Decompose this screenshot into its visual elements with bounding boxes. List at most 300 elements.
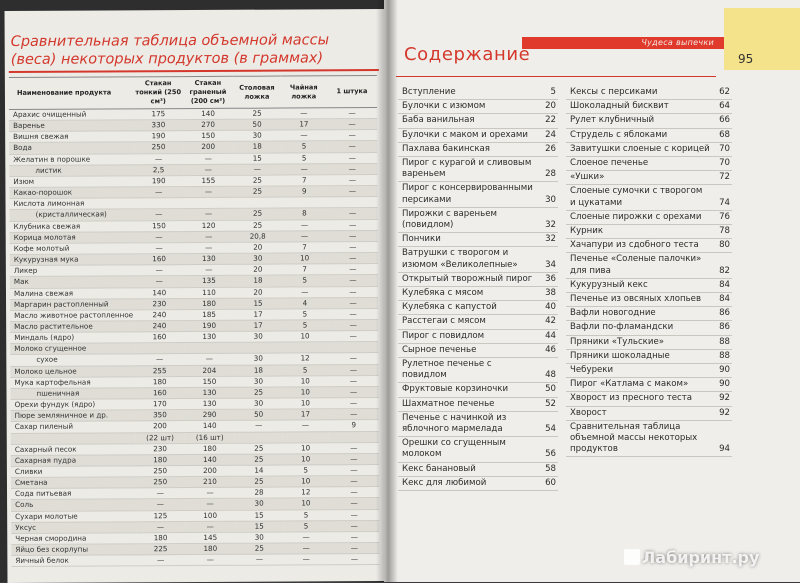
value-cell: 150 [184, 376, 235, 387]
contents-title: Содержание [404, 44, 531, 65]
value-cell: 5 [281, 141, 328, 152]
value-cell: 25 [236, 543, 283, 554]
value-cell: 25 [233, 108, 280, 119]
value-cell: — [136, 555, 185, 566]
value-cell: 155 [183, 175, 234, 186]
toc-entry-page: 52 [545, 398, 556, 409]
toc-entry [398, 412, 558, 437]
value-cell: 10 [282, 331, 329, 342]
toc-entry-label: Сырное печенье [402, 344, 477, 355]
value-cell: (22 шт) [136, 432, 185, 443]
toc-entry-page: 48 [545, 370, 556, 381]
value-cell: 20 [234, 242, 281, 253]
value-cell: — [329, 442, 379, 453]
value-cell: — [328, 364, 378, 375]
value-cell: 18 [234, 142, 281, 153]
product-name-cell: пшеничная [10, 388, 135, 400]
product-name-cell: сухое [10, 354, 135, 366]
value-cell: 4 [282, 297, 329, 308]
value-cell: — [328, 275, 378, 286]
value-cell: 190 [184, 320, 235, 331]
toc-entry-page: 44 [545, 330, 556, 341]
value-cell: — [328, 331, 378, 342]
value-cell: 15 [236, 510, 283, 521]
value-cell: 230 [136, 443, 185, 454]
value-cell: — [281, 231, 328, 242]
value-cell: 25 [235, 454, 282, 465]
toc-entry [566, 86, 732, 100]
toc-entry-page: 38 [545, 288, 556, 299]
value-cell: — [328, 286, 378, 297]
table-row [11, 554, 379, 567]
toc-entry-page: 50 [545, 384, 556, 395]
product-name-cell: Малина свежая [10, 287, 135, 299]
toc-entry [398, 157, 558, 182]
value-cell: (16 шт) [184, 432, 235, 443]
toc-entry-page: 66 [719, 115, 730, 126]
toc-entry [566, 157, 732, 171]
product-name-cell: Мак [10, 276, 135, 288]
value-cell: 150 [183, 131, 234, 142]
value-cell: 140 [135, 287, 184, 298]
watermark: Лабиринт.ру [642, 548, 760, 567]
value-cell: 10 [282, 376, 329, 387]
value-cell: 15 [236, 521, 283, 532]
section-banner [522, 37, 724, 49]
value-cell: — [283, 543, 330, 554]
col-header-faceted-glass: Стакан граненый (200 см³) [182, 76, 233, 108]
product-name-cell: Арахис очищенный [9, 109, 134, 121]
toc-entry-page: 84 [719, 294, 730, 305]
product-name-cell: Сливки [11, 466, 136, 478]
product-name-cell: Молоко цельное [10, 365, 135, 377]
value-cell: 190 [134, 131, 183, 142]
toc-entry [566, 143, 732, 157]
value-cell: — [134, 153, 183, 164]
toc-entry-page: 28 [545, 169, 556, 180]
toc-entry [566, 279, 732, 293]
product-name-cell: Сметана [11, 477, 136, 489]
toc-entry-page: 88 [719, 350, 730, 361]
toc-entry-page: 26 [545, 143, 556, 154]
col-header-thin-glass: Стакан тонкий (250 см³) [134, 77, 183, 109]
toc-entry [566, 293, 732, 307]
value-cell: 130 [184, 398, 235, 409]
toc-entry-page: 30 [545, 194, 556, 205]
toc-entry [566, 185, 732, 210]
value-cell: 20 [234, 264, 281, 275]
value-cell: 120 [183, 220, 234, 231]
value-cell: — [328, 230, 378, 241]
product-name-cell: Сахарный песок [11, 444, 136, 456]
value-cell: 270 [183, 119, 234, 130]
toc-entry [398, 273, 558, 287]
right-page [384, 0, 800, 582]
col-header-teaspoon: Чайная ложка [280, 76, 327, 108]
value-cell: 25 [234, 208, 281, 219]
toc-entry-label: Кулебяка с мясом [402, 288, 484, 299]
toc-entry-page: 58 [545, 463, 556, 474]
value-cell: — [327, 174, 377, 185]
toc-entry-label: Кекс банановый [402, 463, 476, 474]
toc-entry-page: 40 [545, 302, 556, 313]
value-cell: 14 [235, 465, 282, 476]
toc-entry-label: Пирожки с вареньем (повидлом) [402, 208, 497, 231]
value-cell: 30 [235, 353, 282, 364]
value-cell: 180 [184, 443, 235, 454]
toc-entry-label: Расстегаи с мясом [402, 316, 486, 327]
toc-entry-label: Печенье «Соленые палочки» для пива [570, 254, 702, 276]
toc-entry [566, 421, 732, 458]
toc-entry [566, 336, 732, 350]
left-page [5, 9, 388, 583]
product-name-cell [11, 432, 136, 444]
value-cell: — [282, 286, 329, 297]
value-cell: 10 [282, 442, 329, 453]
toc-entry-page: 46 [545, 344, 556, 355]
toc-entry-page: 94 [719, 444, 730, 455]
toc-entry-label: Пончики [402, 234, 441, 245]
value-cell: 180 [136, 454, 185, 465]
value-cell: 250 [134, 142, 183, 153]
value-cell: — [329, 465, 379, 476]
value-cell: — [281, 108, 328, 119]
toc-entry [398, 182, 558, 207]
toc-entry-label: Печенье с начинкой из яблочного мармелада [402, 412, 507, 435]
value-cell: 30 [235, 398, 282, 409]
value-cell [282, 431, 329, 442]
value-cell: — [329, 409, 379, 420]
value-cell: 160 [136, 387, 185, 398]
value-cell: — [183, 186, 234, 197]
value-cell: — [329, 476, 379, 487]
value-cell: — [235, 420, 282, 431]
value-cell: 240 [135, 309, 184, 320]
toc-entry-label: Вафли по-фламандски [570, 322, 674, 333]
toc-entry [398, 398, 558, 412]
toc-entry-page: 64 [719, 101, 730, 112]
toc-entry-label: Шоколадный бисквит [570, 101, 669, 112]
value-cell: 18 [235, 365, 282, 376]
value-cell: — [329, 520, 379, 531]
product-name-cell: Какао-порошок [9, 187, 134, 199]
value-cell: — [327, 152, 377, 163]
table-title-line2: (веса) некоторых продуктов (в граммах) [10, 50, 324, 68]
value-cell [235, 342, 282, 353]
value-cell: — [327, 130, 377, 141]
toc-entry-page: 90 [719, 365, 730, 376]
toc-entry-page: 88 [719, 336, 730, 347]
value-cell: 5 [282, 465, 329, 476]
toc-entry-label: Вступление [402, 87, 456, 97]
toc-entry-page: 42 [545, 316, 556, 327]
product-name-cell: Мука картофельная [10, 377, 135, 389]
toc-entry-page: 72 [719, 172, 730, 183]
toc-entry [398, 358, 558, 383]
value-cell: 30 [234, 130, 281, 141]
value-cell [328, 197, 378, 208]
toc-entry-page: 62 [719, 87, 730, 97]
value-cell: — [328, 208, 378, 219]
toc-entry-page: 86 [719, 308, 730, 319]
value-cell: 175 [134, 109, 183, 120]
toc-entry-label: Хворост из пресного теста [570, 393, 693, 404]
value-cell [281, 197, 328, 208]
col-header-tablespoon: Столовая ложка [233, 76, 280, 108]
product-name-cell: Клубника свежая [10, 220, 135, 232]
toc-entry-label: Кулебяка с капустой [402, 302, 497, 313]
toc-entry [398, 143, 558, 157]
toc-entry [566, 225, 732, 239]
value-cell: — [281, 130, 328, 141]
value-cell: 10 [281, 253, 328, 264]
value-cell: — [329, 543, 379, 554]
value-cell: 30 [236, 532, 283, 543]
toc-entry-label: Слоеное печенье [570, 158, 649, 169]
value-cell: — [328, 219, 378, 230]
toc-entry-label: Пирог с курагой и сливовым вареньем [402, 158, 532, 180]
table-header-row [9, 76, 377, 110]
toc-entry [398, 86, 558, 100]
toc-entry [398, 330, 558, 344]
product-name-cell: Орехи фундук (ядро) [11, 399, 136, 411]
toc-entry [398, 100, 558, 114]
value-cell: 140 [184, 421, 235, 432]
value-cell: 100 [185, 510, 236, 521]
toc-entry-label: Кукурузный кекс [570, 279, 648, 290]
toc-entry-page: 22 [545, 115, 556, 126]
value-cell: — [236, 554, 283, 565]
value-cell [329, 431, 379, 442]
product-name-cell: Варенье [9, 120, 134, 132]
toc-entry-label: Булочки с изюмом [402, 101, 486, 112]
toc-entry [398, 114, 558, 128]
value-cell: 5 [283, 509, 330, 520]
toc-entry-label: Кексы с персиками [570, 87, 658, 97]
page-number: 95 [738, 52, 754, 66]
toc-entry [398, 437, 558, 462]
value-cell: — [328, 264, 378, 275]
value-cell: 10 [282, 398, 329, 409]
value-cell: 10 [283, 498, 330, 509]
toc-entry-label: Рулетное печенье с повидлом [402, 359, 492, 381]
value-cell: 17 [235, 320, 282, 331]
value-cell: — [329, 531, 379, 542]
toc-entry [398, 477, 558, 491]
value-cell: — [328, 375, 378, 386]
toc-entry [566, 100, 732, 114]
toc-entry-label: Пирог с консервированными персиками [402, 183, 533, 205]
value-cell: 180 [135, 376, 184, 387]
volume-weight-table [9, 75, 380, 567]
value-cell: 5 [281, 152, 328, 163]
value-cell: — [183, 209, 234, 220]
value-cell [328, 342, 378, 353]
value-cell: 50 [234, 119, 281, 130]
toc-entry-label: Пахлава бакинская [402, 143, 490, 154]
product-name-cell: Кислота лимонная [9, 198, 134, 210]
toc-entry-label: Пирог «Катлама с маком» [570, 379, 689, 390]
value-cell: — [329, 554, 379, 565]
value-cell: 200 [136, 421, 185, 432]
value-cell: 200 [183, 142, 234, 153]
value-cell: 5 [282, 309, 329, 320]
toc-entry-page: 80 [719, 240, 730, 251]
value-cell: 200 [184, 465, 235, 476]
value-cell: — [328, 241, 378, 252]
value-cell [282, 342, 329, 353]
toc-entry [566, 211, 732, 225]
value-cell: 50 [235, 409, 282, 420]
toc-entry [398, 233, 558, 247]
toc-entry [566, 378, 732, 392]
value-cell: — [136, 488, 185, 499]
product-name-cell: Сода питьевая [11, 488, 136, 500]
value-cell: — [136, 521, 185, 532]
toc-entry-label: Чебуреки [570, 365, 614, 376]
product-name-cell: Вода [9, 142, 134, 154]
product-name-cell: Пюре земляничное и др. [11, 410, 136, 422]
value-cell: 330 [134, 120, 183, 131]
toc-entry-page: 34 [545, 259, 556, 270]
product-name-cell: Желатин в порошке [9, 153, 134, 165]
value-cell: — [281, 219, 328, 230]
toc-entry [566, 407, 732, 421]
value-cell: — [282, 420, 329, 431]
value-cell: 25 [234, 175, 281, 186]
value-cell: — [185, 488, 236, 499]
value-cell: 350 [136, 410, 185, 421]
product-name-cell: Сахар пиленый [11, 421, 136, 433]
value-cell: — [328, 353, 378, 364]
toc-entry-page: 78 [719, 226, 730, 237]
value-cell: — [281, 164, 328, 175]
value-cell: 180 [184, 298, 235, 309]
value-cell: 8 [281, 208, 328, 219]
value-cell: 15 [234, 153, 281, 164]
toc-entry-page: 76 [719, 211, 730, 222]
toc-entry-label: Слоеные сумочки с творогом и цукатами [570, 186, 703, 208]
value-cell: 5 [283, 521, 330, 532]
value-cell: — [183, 153, 234, 164]
value-cell: 130 [183, 253, 234, 264]
toc-entry-page: 92 [719, 407, 730, 418]
product-name-cell: Вишня свежая [9, 131, 134, 143]
product-name-cell: листик [9, 165, 134, 177]
toc-entry-page: 24 [545, 129, 556, 140]
value-cell: — [234, 164, 281, 175]
product-name-cell: Маргарин растопленный [10, 298, 135, 310]
toc-entry-page: 36 [545, 273, 556, 284]
value-cell: 255 [135, 365, 184, 376]
product-name-cell: Ликер [10, 265, 135, 277]
toc-entry-page: 5 [550, 87, 556, 97]
product-name-cell: Сухари молотые [11, 510, 136, 522]
value-cell: 160 [135, 332, 184, 343]
toc-entry-page: 68 [719, 129, 730, 140]
value-cell: 10 [283, 476, 330, 487]
toc-entry-label: Открытый творожный пирог [402, 273, 533, 284]
value-cell [184, 343, 235, 354]
value-cell: — [329, 509, 379, 520]
value-cell: 17 [282, 409, 329, 420]
value-cell: 9 [329, 420, 379, 431]
value-cell: — [185, 521, 236, 532]
toc-entry [566, 239, 732, 253]
toc-entry-page: 32 [545, 234, 556, 245]
value-cell: 204 [184, 365, 235, 376]
toc-entry [398, 463, 558, 477]
toc-entry [398, 301, 558, 315]
table-title [11, 31, 371, 69]
value-cell: — [135, 276, 184, 287]
value-cell [135, 198, 184, 209]
value-cell: 230 [135, 298, 184, 309]
toc-entry-label: Хворост [570, 407, 607, 418]
toc-entry-page: 56 [545, 449, 556, 460]
toc-entry [398, 287, 558, 301]
value-cell: — [327, 163, 377, 174]
value-cell: — [135, 231, 184, 242]
toc-entry-page: 54 [545, 424, 556, 435]
value-cell: 130 [184, 331, 235, 342]
value-cell: 28 [235, 487, 282, 498]
toc-entry [566, 114, 732, 128]
toc-entry-label: «Ушки» [570, 172, 605, 183]
col-header-piece: 1 штука [327, 76, 377, 108]
value-cell: — [135, 354, 184, 365]
toc-entry-label: Кекс для любимой [402, 477, 487, 488]
toc-entry-page: 74 [719, 197, 730, 208]
section-label: Чудеса выпечки [641, 38, 714, 47]
value-cell: — [328, 186, 378, 197]
product-name-cell: Молоко сгущенное [10, 343, 135, 355]
toc-entry-label: Ватрушки с творогом и изюмом «Великолепные» [402, 248, 518, 270]
toc-entry-page: 92 [719, 393, 730, 404]
toc-column-right [566, 86, 732, 457]
product-name-cell: Соль [11, 499, 136, 511]
value-cell: 5 [282, 320, 329, 331]
value-cell: 30 [235, 376, 282, 387]
value-cell: 160 [135, 254, 184, 265]
value-cell: 250 [136, 477, 185, 488]
toc-entry-page: 86 [719, 322, 730, 333]
product-name-cell: Кофе молотый [10, 243, 135, 255]
value-cell: 125 [136, 510, 185, 521]
value-cell: 145 [185, 532, 236, 543]
value-cell: 190 [134, 176, 183, 187]
value-cell: — [329, 386, 379, 397]
value-cell: 150 [135, 220, 184, 231]
value-cell: 140 [183, 108, 234, 119]
value-cell: 10 [282, 387, 329, 398]
toc-entry [398, 315, 558, 329]
value-cell: — [327, 141, 377, 152]
toc-entry-label: Пряники «Тульские» [570, 336, 664, 347]
value-cell: — [328, 320, 378, 331]
value-cell: 130 [184, 387, 235, 398]
value-cell: — [183, 242, 234, 253]
value-cell: — [136, 499, 185, 510]
toc-entry-label: Печенье из овсяных хлопьев [570, 294, 702, 305]
value-cell: 170 [136, 399, 185, 410]
value-cell: 140 [184, 454, 235, 465]
product-name-cell: Корица молотая [10, 232, 135, 244]
value-cell: — [185, 555, 236, 566]
product-name-cell: Сахарная пудра [11, 455, 136, 467]
toc-entry-page: 32 [545, 220, 556, 231]
toc-entry-label: Вафли новогодние [570, 308, 656, 319]
